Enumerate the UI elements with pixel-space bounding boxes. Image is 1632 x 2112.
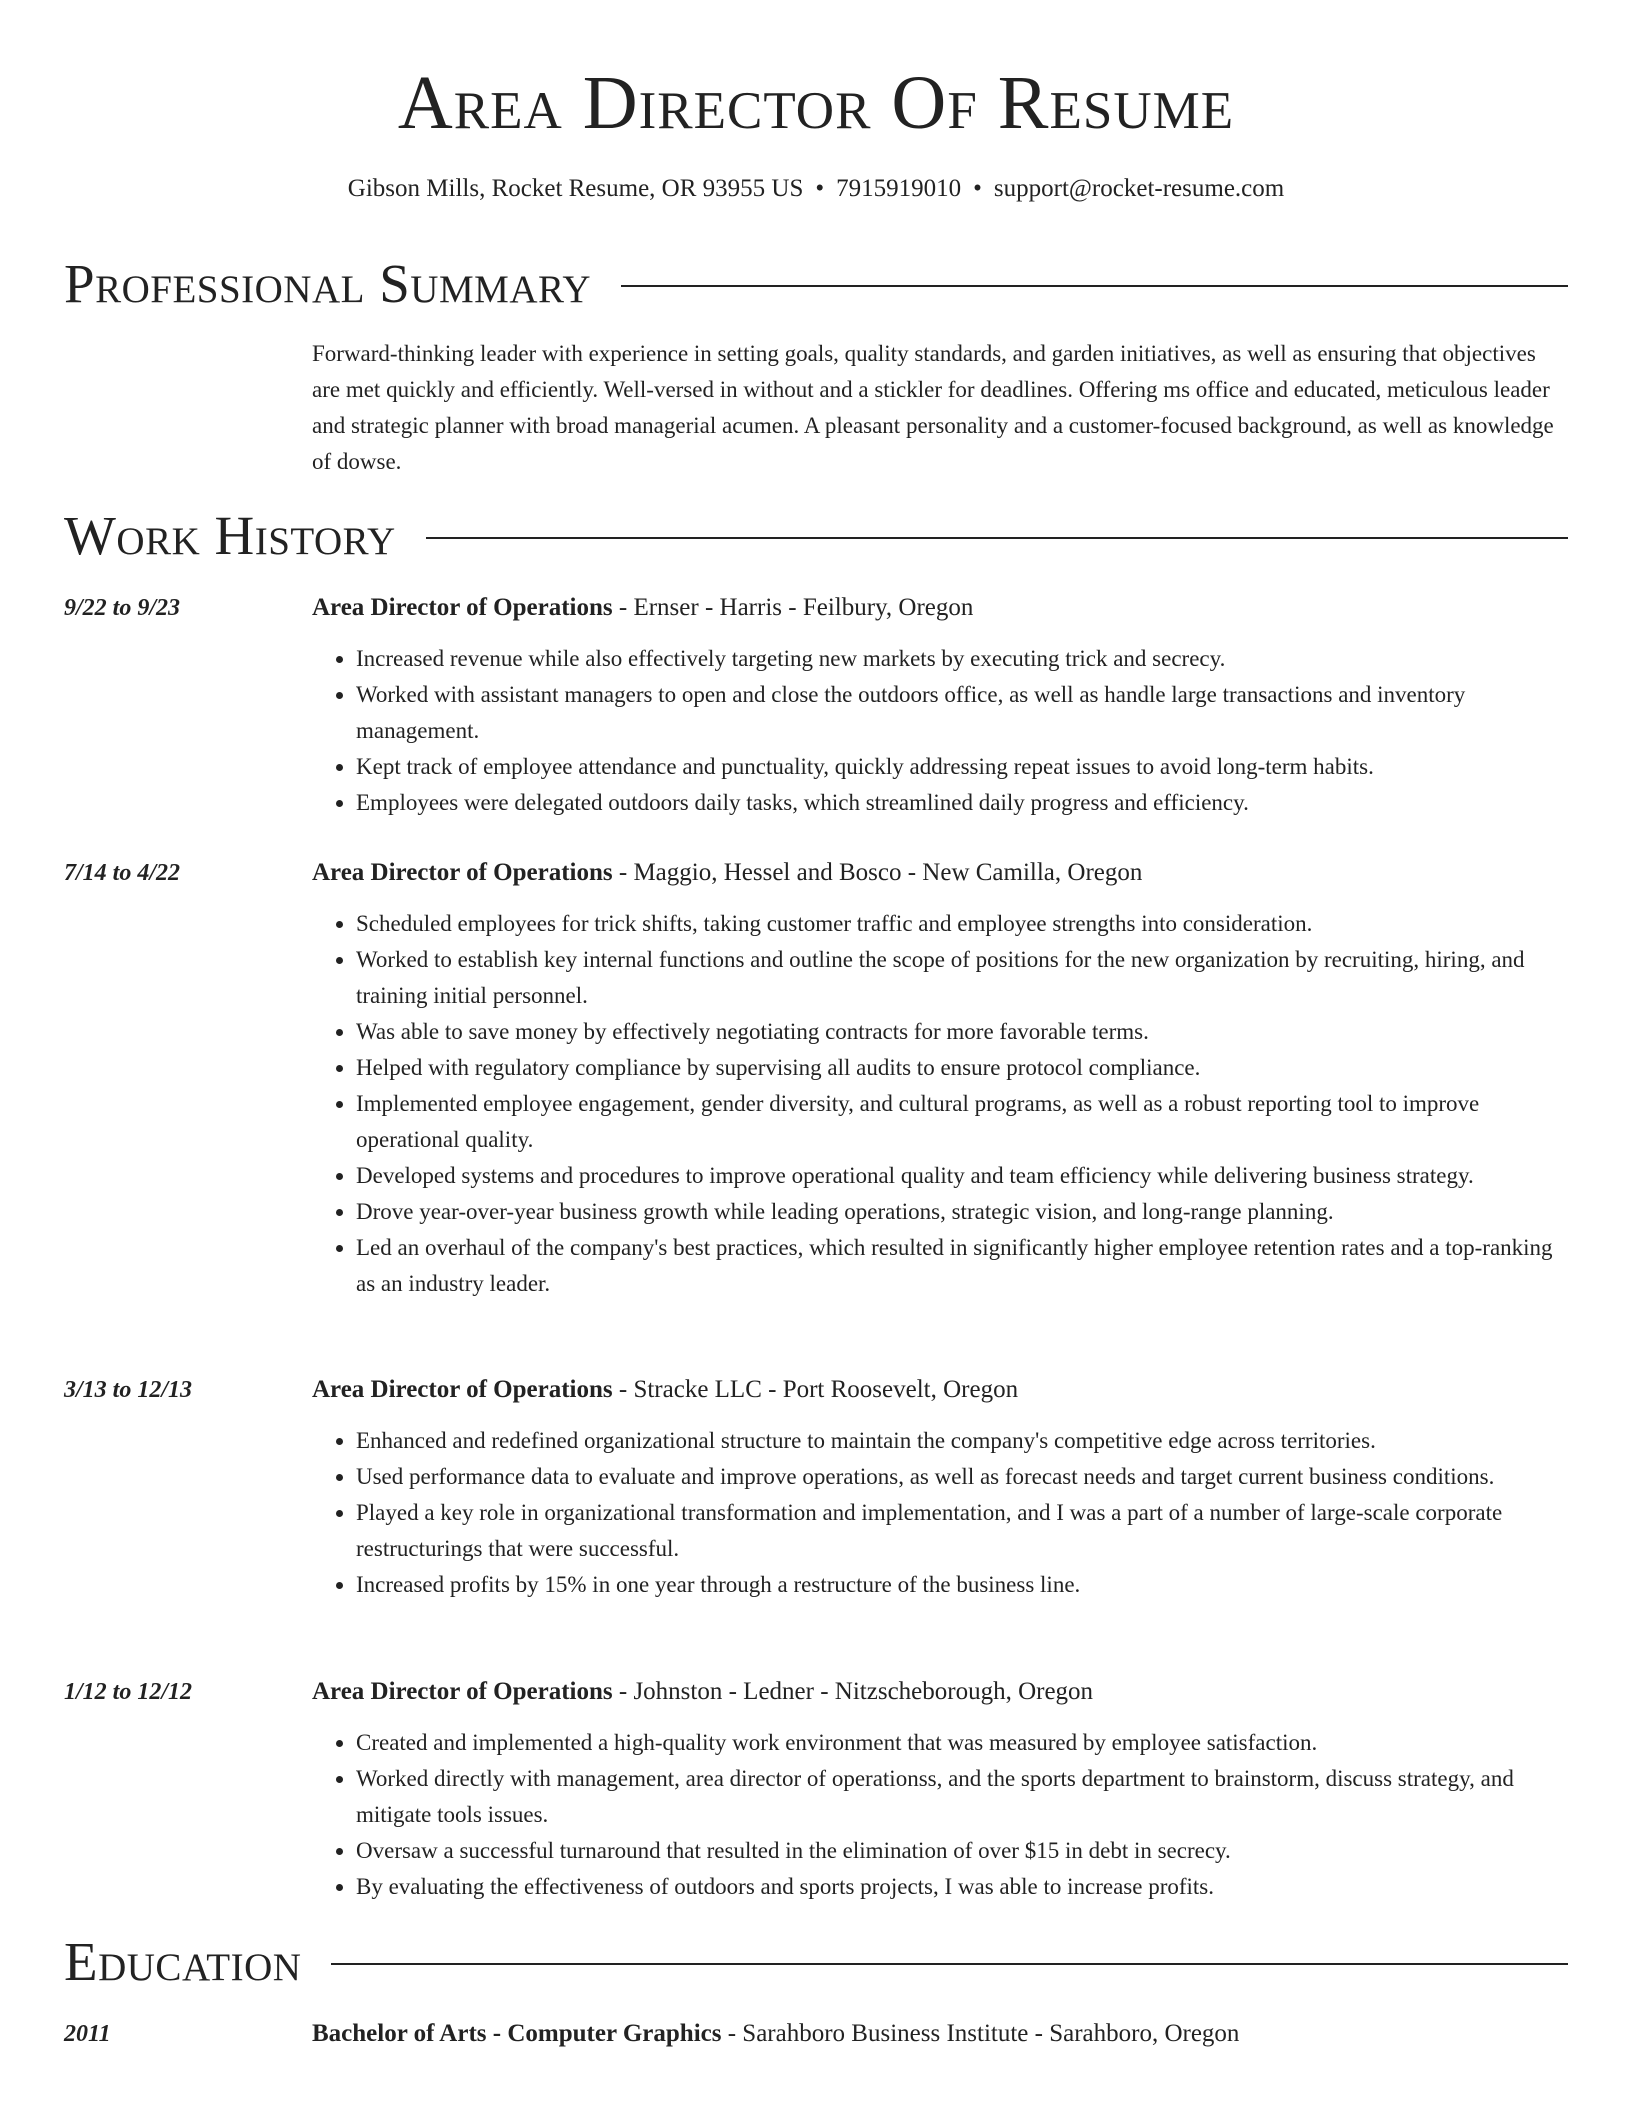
education-heading: Education [64,1931,302,1992]
work-section-header [64,504,1568,568]
resume-name: Area Director Of Resume [397,61,1235,145]
job-bullet: • By evaluating the effectiveness of outdoors and sports projects, I was able to increase profits. [356,1869,1568,1905]
contact-email: support@rocket-resume.com [993,175,1285,202]
job-bullet: • Oversaw a successful turnaround that resulted in the elimination of over $15 in debt in secrecy. [356,1833,1568,1869]
job-bullets [312,641,1568,821]
job-details: - Stracke LLC - Port Roosevelt, Oregon [612,1376,1019,1403]
job-bullet: • Worked with assistant managers to open and close the outdoors office, as well as handle large transactions and inventory management. [356,677,1568,749]
summary-heading: Professional Summary [64,253,592,314]
job-entry [64,591,1568,821]
job-bullet: • Implemented employee engagement, gender diversity, and cultural programs, as well as a robust reporting tool to improve operational quality. [356,1086,1568,1158]
job-bullet: • Employees were delegated outdoors daily tasks, which streamlined daily progress and efficiency. [356,785,1568,821]
job-bullet: • Developed systems and procedures to improve operational quality and team efficiency while delivering business strategy. [356,1158,1568,1194]
contact-separator: • [973,175,982,202]
summary-section-header [64,252,1568,316]
contact-separator: • [815,175,825,202]
job-bullet: • Created and implemented a high-quality work environment that was measured by employee satisfaction. [356,1725,1568,1761]
job-entry [64,1675,1568,1905]
job-title-line [312,591,1568,625]
education-section-header [64,1930,1568,1994]
job-bullet: • Enhanced and redefined organizational structure to maintain the company's competitive edge across territories. [356,1423,1568,1459]
summary-text: Forward-thinking leader with experience in setting goals, quality standards, and garden initiatives, as well as ensuring that objectives are met quickly and efficiently. Well-versed in without and a stickler for deadlines. Offering ms office and educated, meticulous leader and strategic planner with broad managerial acumen. A pleasant personality and a customer-focused background, as well as knowledge of dowse. [312,341,1554,474]
job-details: - Ernser - Harris - Feilbury, Oregon [612,594,974,621]
education-year: 2011 [64,2021,111,2047]
section-divider [426,537,1568,539]
job-details: - Johnston - Ledner - Nitzscheborough, Oregon [612,1678,1094,1705]
job-dates: 3/13 to 12/13 [64,1377,193,1403]
job-bullet: • Helped with regulatory compliance by supervising all audits to ensure protocol compliance. [356,1050,1568,1086]
job-bullet: • Drove year-over-year business growth while leading operations, strategic vision, and long-range planning. [356,1194,1568,1230]
job-bullet: • Was able to save money by effectively negotiating contracts for more favorable terms. [356,1014,1568,1050]
job-bullet: • Used performance data to evaluate and improve operations, as well as forecast needs and target current business conditions. [356,1459,1568,1495]
work-heading: Work History [64,505,396,566]
job-title-line [312,856,1568,890]
job-title-line [312,1373,1568,1407]
job-title-line [312,1675,1568,1709]
education-details: - Sarahboro Business Institute - Sarahboro, Oregon [721,2020,1240,2047]
job-dates: 1/12 to 12/12 [64,1679,193,1705]
job-bullet: • Increased revenue while also effectively targeting new markets by executing trick and secrecy. [356,641,1568,677]
job-entry [64,856,1568,1302]
section-divider [621,285,1568,287]
education-title-line [312,2017,1568,2051]
contact-line [0,172,1632,206]
job-bullet: • Led an overhaul of the company's best practices, which resulted in significantly higher employee retention rates and a top-ranking as an industry leader. [356,1230,1568,1302]
job-bullets [312,1725,1568,1905]
job-bullet: • Played a key role in organizational transformation and implementation, and I was a part of a number of large-scale corporate restructurings that were successful. [356,1495,1568,1567]
job-bullet: • Worked directly with management, area director of operationss, and the sports department to brainstorm, discuss strategy, and mitigate tools issues. [356,1761,1568,1833]
job-title: Area Director of Operations [312,859,613,886]
contact-address: Gibson Mills, Rocket Resume, OR 93955 US [347,175,804,202]
contact-phone: 7915919010 [836,175,962,202]
job-bullet: • Kept track of employee attendance and punctuality, quickly addressing repeat issues to avoid long-term habits. [356,749,1568,785]
section-divider [331,1963,1568,1965]
job-details: - Maggio, Hessel and Bosco - New Camilla, Oregon [612,859,1143,886]
job-bullets [312,1423,1568,1603]
job-dates: 7/14 to 4/22 [64,860,181,886]
job-dates: 9/22 to 9/23 [64,595,181,621]
job-title: Area Director of Operations [312,1376,613,1403]
job-bullet: • Increased profits by 15% in one year through a restructure of the business line. [356,1567,1568,1603]
job-title: Area Director of Operations [312,1678,613,1705]
job-bullet: • Scheduled employees for trick shifts, taking customer traffic and employee strengths into consideration. [356,906,1568,942]
job-entry [64,1373,1568,1603]
education-entry [64,2017,1568,2051]
job-bullets [312,906,1568,1302]
job-bullet: • Worked to establish key internal functions and outline the scope of positions for the new organization by recruiting, hiring, and training initial personnel. [356,942,1568,1014]
education-degree: Bachelor of Arts - Computer Graphics [312,2020,722,2047]
job-title: Area Director of Operations [312,594,613,621]
